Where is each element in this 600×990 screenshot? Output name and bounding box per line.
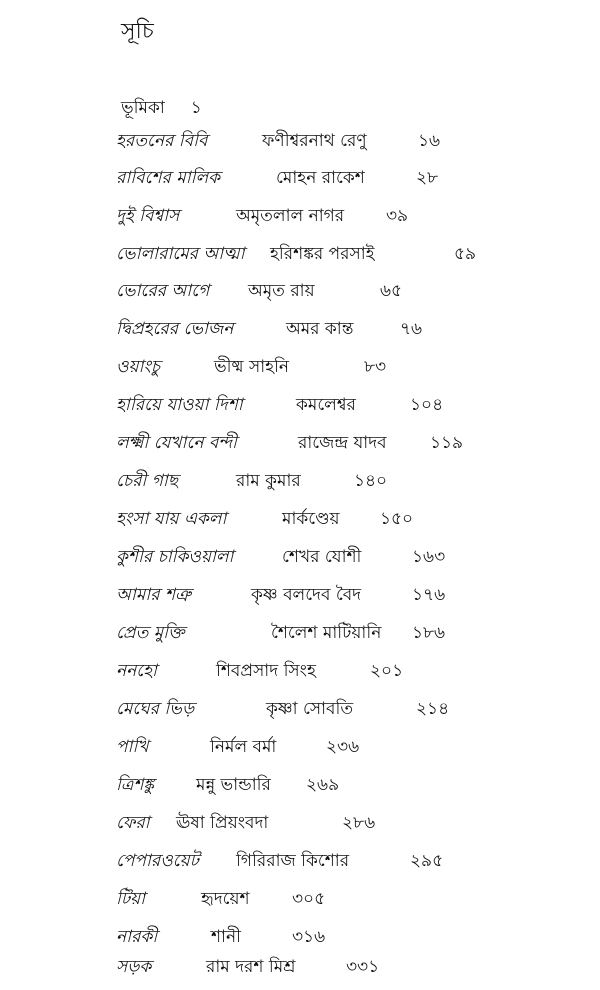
page-number: ২৮৬ — [342, 813, 376, 833]
story-title: মেঘের ভিড় — [116, 699, 195, 719]
author-name: রাজেন্দ্র যাদব — [298, 433, 387, 453]
toc-entry — [116, 621, 446, 645]
toc-entry — [116, 317, 423, 341]
author-name: গিরিরাজ কিশোর — [236, 851, 350, 871]
page-number: ২১৪ — [416, 699, 450, 719]
story-title: ভোরের আগে — [116, 281, 210, 301]
author-name: ফণীশ্বরনাথ রেণু — [262, 131, 367, 151]
author-name: নির্মল বর্মা — [210, 737, 277, 757]
author-name: অমৃত রায় — [248, 281, 315, 301]
page-number: ১১৯ — [430, 433, 464, 453]
page-number: ২৮ — [416, 168, 439, 188]
toc-entry — [116, 166, 439, 190]
toc-entry — [116, 279, 403, 303]
author-name: হৃদয়েশ — [201, 889, 250, 909]
page-title: সূচি — [121, 19, 154, 44]
author-name: রাম কুমার — [236, 471, 301, 491]
page-number: ২০১ — [370, 661, 404, 681]
story-title: কুশীর চাকিওয়ালা — [116, 547, 234, 567]
page-number: ১৬ — [418, 131, 441, 151]
toc-entry — [116, 204, 409, 228]
author-name: মন্নু ভান্ডারি — [196, 775, 271, 795]
page-number: ৮৩ — [364, 357, 387, 377]
story-title: দ্বিপ্রহরের ভোজন — [116, 319, 234, 339]
preface-label: ভূমিকা — [121, 98, 165, 118]
page-number: ১৭৬ — [412, 585, 446, 605]
author-name: শৈলেশ মাটিয়ানি — [271, 623, 382, 643]
story-title: লক্ষ্মী যেখানে বন্দী — [116, 433, 237, 453]
page-number: ২৩৬ — [326, 737, 360, 757]
author-name: হরিশঙ্কর পরসাই — [270, 244, 375, 264]
page-number: ৫৯ — [454, 244, 477, 264]
story-title: ফেরা — [116, 813, 150, 833]
author-name: ঊষা প্রিয়ংবদা — [176, 813, 269, 833]
page-number: ১৪০ — [354, 471, 388, 491]
author-name: অমৃতলাল নাগর — [236, 206, 345, 226]
page-number: ৩৯ — [386, 206, 409, 226]
author-name: কমলেশ্বর — [296, 395, 356, 415]
author-name: শানী — [211, 927, 241, 947]
author-name: শিবপ্রসাদ সিংহ — [216, 661, 316, 681]
story-title: ভোলারামের আত্মা — [116, 244, 245, 264]
page-number: ৬৫ — [380, 281, 403, 301]
story-title: হারিয়ে যাওয়া দিশা — [116, 395, 243, 415]
author-name: শেখর যোশী — [282, 547, 362, 567]
story-title: পেপারওয়েট — [116, 851, 199, 871]
toc-entry — [116, 735, 360, 759]
story-title: ত্রিশঙ্কু — [116, 775, 155, 795]
author-name: মার্কণ্ডেয় — [282, 509, 340, 529]
toc-entry — [116, 955, 380, 979]
toc-entry — [116, 773, 340, 797]
author-name: রাম দরশ মিশ্র — [206, 957, 296, 977]
story-title: নারকী — [116, 927, 158, 947]
story-title: হংসা যায় একলা — [116, 509, 227, 529]
toc-entry — [116, 849, 444, 873]
author-name: ভীষ্ম সাহনি — [214, 357, 290, 377]
page-number: ৩৩১ — [346, 957, 380, 977]
toc-entry — [116, 583, 446, 607]
page-number: ২৬৯ — [306, 775, 340, 795]
story-title: হরতনের বিবি — [116, 131, 208, 151]
story-title: সড়ক — [116, 957, 152, 977]
page-number: ৭৬ — [400, 319, 423, 339]
toc-entry — [116, 811, 376, 835]
toc-entry — [116, 355, 387, 379]
toc-entry — [116, 469, 388, 493]
author-name: অমর কান্ত — [286, 319, 354, 339]
page-number: ২৯৫ — [410, 851, 444, 871]
story-title: দুই বিশ্বাস — [116, 206, 180, 226]
toc-entry — [116, 242, 477, 266]
toc-entry — [116, 129, 441, 153]
page-number: ১৫০ — [380, 509, 414, 529]
toc-entry — [116, 393, 444, 417]
page-number: ৩০৫ — [292, 889, 326, 909]
author-name: কৃষ্ণা সোবতি — [266, 699, 354, 719]
story-title: পাখি — [116, 737, 149, 757]
toc-entry — [116, 659, 404, 683]
story-title: রাবিশের মালিক — [116, 168, 221, 188]
preface-page-number: ১ — [190, 98, 202, 118]
toc-entry — [116, 507, 414, 531]
page-number: ৩১৬ — [292, 927, 326, 947]
author-name: কৃষ্ণ বলদেব বৈদ — [251, 585, 362, 605]
story-title: প্রেত মুক্তি — [116, 623, 185, 643]
toc-entry — [116, 431, 464, 455]
page-number: ১০৪ — [410, 395, 444, 415]
toc-entry — [116, 887, 326, 911]
toc-entry — [116, 545, 446, 569]
toc-entry — [116, 697, 450, 721]
story-title: চেরী গাছ — [116, 471, 179, 491]
page-number: ১৬৩ — [412, 547, 446, 567]
toc-entry — [116, 925, 326, 949]
author-name: মোহন রাকেশ — [276, 168, 365, 188]
story-title: ননহো — [116, 661, 157, 681]
story-title: টিয়া — [116, 889, 146, 909]
page-number: ১৮৬ — [412, 623, 446, 643]
story-title: ওয়াংচু — [116, 357, 160, 377]
story-title: আমার শত্রু — [116, 585, 192, 605]
